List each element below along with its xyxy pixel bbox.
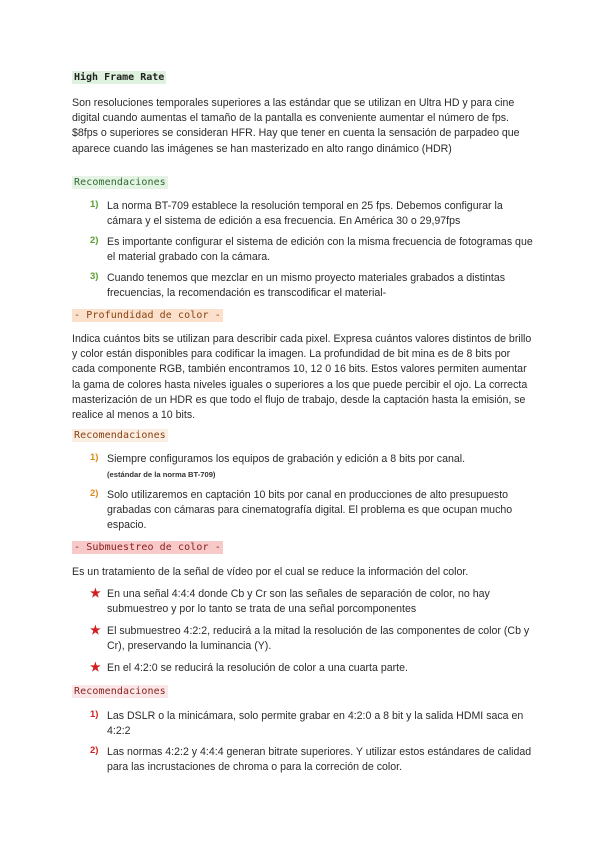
rec3-item-2 [90, 745, 534, 775]
list-item-text: Es importante configurar el sistema de edición con la misma frecuencia de fotogramas que el material grabado con la cámara. [107, 236, 533, 264]
list-marker: 2) [90, 488, 99, 499]
list-item-text: La norma BT-709 establece la resolución temporal en 25 fps. Debemos configurar la cámara y el sistema de edición a esa frecuencia. En América 30 o 29,97fps [107, 200, 503, 228]
recommendations-heading-3: Recomendaciones [74, 686, 166, 697]
list-marker: 3) [90, 271, 99, 282]
profundidad-heading: - Profundidad de color - [74, 310, 221, 321]
rec1-item-3 [90, 271, 534, 301]
list-item-text [107, 452, 534, 482]
recommendations-heading-2: Recomendaciones [74, 430, 166, 441]
list-item-main-text: Siempre configuramos los equipos de grabación y edición a 8 bits por canal. [107, 453, 466, 465]
rec1-item-1 [90, 199, 534, 229]
submuestreo-bullet-3 [90, 661, 534, 676]
intro-paragraph: Son resoluciones temporales superiores a las estándar que se utilizan en Ultra HD y para cine digital cuando aumentas el tamaño de la pantalla es conveniente aumentar el número de fps. $8fps o superiores se consideran HFR. Hay que tener en cuenta la sensación de parpadeo que aparece cuando las imágenes se han masterizado en alto rango dinámico (HDR) [72, 97, 520, 155]
rec2-item-2 [90, 488, 534, 534]
rec3-item-1 [90, 709, 534, 739]
list-item-text: El submuestreo 4:2:2, reducirá a la mitad la resolución de las componentes de color (Cb y Cr), preservando la luminancia (Y). [107, 625, 530, 653]
star-icon: ★ [90, 623, 101, 637]
rec1-item-2 [90, 235, 534, 265]
submuestreo-paragraph: Es un tratamiento de la señal de vídeo por el cual se reduce la información del color. [72, 566, 469, 578]
profundidad-paragraph: Indica cuántos bits se utilizan para describir cada pixel. Expresa cuántos valores distintos de brillo y color están disponibles para codificar la imagen. La profundidad de bit mina es de 8 bits por cada componente RGB, también encontramos 10, 12 0 16 bits. Estos valores permiten aumentar la gama de colores hasta niveles iguales o superiores a los que puede percibir el ojo. La correcta masterización de un HDR es que todo el flujo de trabajo, desde la captación hasta la emisión, se realice al menos a 10 bits. [72, 333, 532, 422]
submuestreo-bullet-2 [90, 624, 534, 654]
star-icon: ★ [90, 586, 101, 600]
list-marker: 1) [90, 709, 99, 720]
rec2-item-1 [90, 452, 534, 482]
list-item-text: Solo utilizaremos en captación 10 bits por canal en producciones de alto presupuesto grabadas con cámaras para cinematografía digital. El problema es que ocupan mucho espacio. [107, 489, 513, 532]
star-icon: ★ [90, 660, 101, 674]
list-item-text: En el 4:2:0 se reducirá la resolución de color a una cuarta parte. [107, 662, 408, 674]
list-marker: 2) [90, 235, 99, 246]
submuestreo-heading: - Submuestreo de color - [74, 542, 221, 553]
list-item-note: (estándar de la norma BT-709) [107, 470, 216, 480]
list-item-text: Cuando tenemos que mezclar en un mismo proyecto materiales grabados a distintas frecuencias, la recomendación es transcodificar el material- [107, 272, 506, 300]
recommendations-heading-1: Recomendaciones [74, 177, 166, 188]
submuestreo-bullet-1 [90, 587, 534, 617]
list-item-text: Las DSLR o la minicámara, solo permite grabar en 4:2:0 a 8 bit y la salida HDMI saca en 4:2:2 [107, 710, 524, 738]
list-marker: 1) [90, 452, 99, 463]
list-marker: 1) [90, 199, 99, 210]
section-title-hfr: High Frame Rate [74, 72, 165, 83]
list-marker: 2) [90, 745, 99, 756]
list-item-text: Las normas 4:2:2 y 4:4:4 generan bitrate superiores. Y utilizar estos estándares de calidad para las incrustaciones de chroma o para la correción de color. [107, 746, 532, 774]
list-item-text: En una señal 4:4:4 donde Cb y Cr son las señales de separación de color, no hay submuestreo y por lo tanto se trata de una señal porcomponentes [107, 588, 490, 616]
